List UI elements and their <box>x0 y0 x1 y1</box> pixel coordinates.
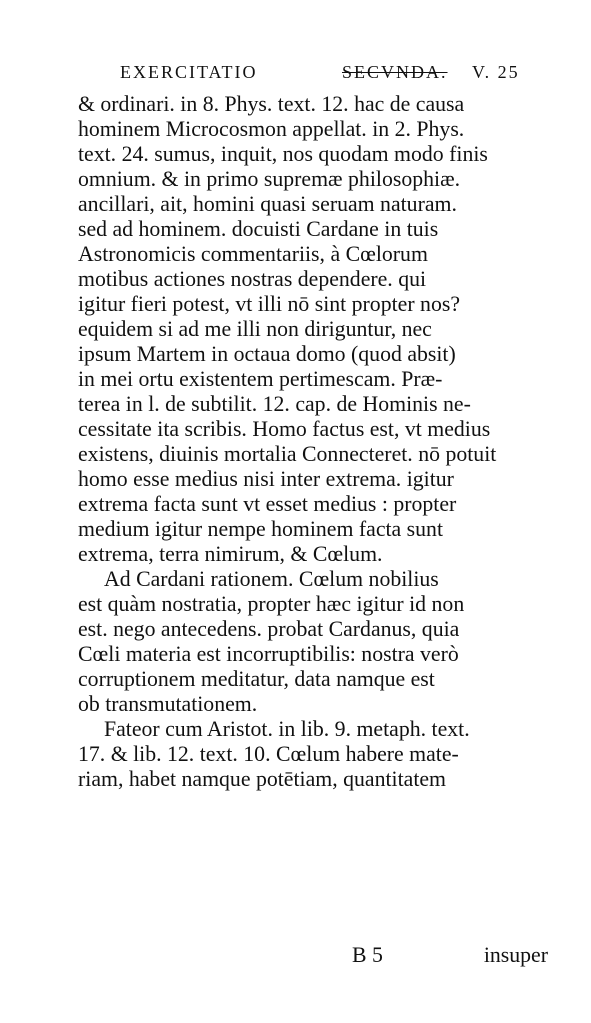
text-line: homo esse medius nisi inter extrema. igitur <box>78 467 454 491</box>
text-line: extrema facta sunt vt esset medius : propter <box>78 492 457 516</box>
text-line: Cœli materia est incorruptibilis: nostra verò <box>78 642 459 666</box>
text-line: sed ad hominem. docuisti Cardane in tuis <box>78 217 439 241</box>
text-line: & ordinari. in 8. Phys. text. 12. hac de causa <box>78 92 465 116</box>
text-line: text. 24. sumus, inquit, nos quodam modo finis <box>78 142 488 166</box>
text-line: motibus actiones nostras dependere. qui <box>78 267 427 291</box>
text-line: terea in l. de subtilit. 12. cap. de Hominis ne- <box>78 392 471 416</box>
text-line: omnium. & in primo supremæ philosophiæ. <box>78 167 461 191</box>
text-line: riam, habet namque potētiam, quantitatem <box>78 767 447 791</box>
running-head <box>120 62 550 86</box>
text-line: ob transmutationem. <box>78 692 258 716</box>
text-line: ipsum Martem in octaua domo (quod absit) <box>78 342 456 366</box>
text-line: corruptionem meditatur, data namque est <box>78 667 435 691</box>
text-line: in mei ortu existentem pertimescam. Præ- <box>78 367 443 391</box>
running-head-section: SECVNDA. <box>342 62 448 82</box>
body-text <box>78 92 548 792</box>
text-line: equidem si ad me illi non diriguntur, nec <box>78 317 432 341</box>
page-number: V. 25 <box>472 62 520 82</box>
paragraph-start-line: Ad Cardani rationem. Cœlum nobilius <box>104 567 439 591</box>
catchword: insuper <box>483 943 548 967</box>
text-line: medium igitur nempe hominem facta sunt <box>78 517 444 541</box>
text-line: existens, diuinis mortalia Connecteret. nō potuit <box>78 442 497 466</box>
text-line: hominem Microcosmon appellat. in 2. Phys. <box>78 117 465 141</box>
text-line: est. nego antecedens. probat Cardanus, quia <box>78 617 460 641</box>
text-line: extrema, terra nimirum, & Cœlum. <box>78 542 383 566</box>
text-line: cessitate ita scribis. Homo factus est, vt medius <box>78 417 491 441</box>
text-line: ancillari, ait, homini quasi seruam naturam. <box>78 192 457 216</box>
text-line: Astronomicis commentariis, à Cœlorum <box>78 242 428 266</box>
footer-line <box>78 943 548 969</box>
text-line: 17. & lib. 12. text. 10. Cœlum habere mate- <box>78 742 459 766</box>
running-head-title: EXERCITATIO <box>120 62 258 82</box>
signature-mark: B 5 <box>352 943 383 967</box>
text-line: est quàm nostratia, propter hæc igitur id non <box>78 592 465 616</box>
text-line: igitur fieri potest, vt illi nō sint propter nos? <box>78 292 460 316</box>
paragraph-start-line: Fateor cum Aristot. in lib. 9. metaph. text. <box>104 717 470 741</box>
